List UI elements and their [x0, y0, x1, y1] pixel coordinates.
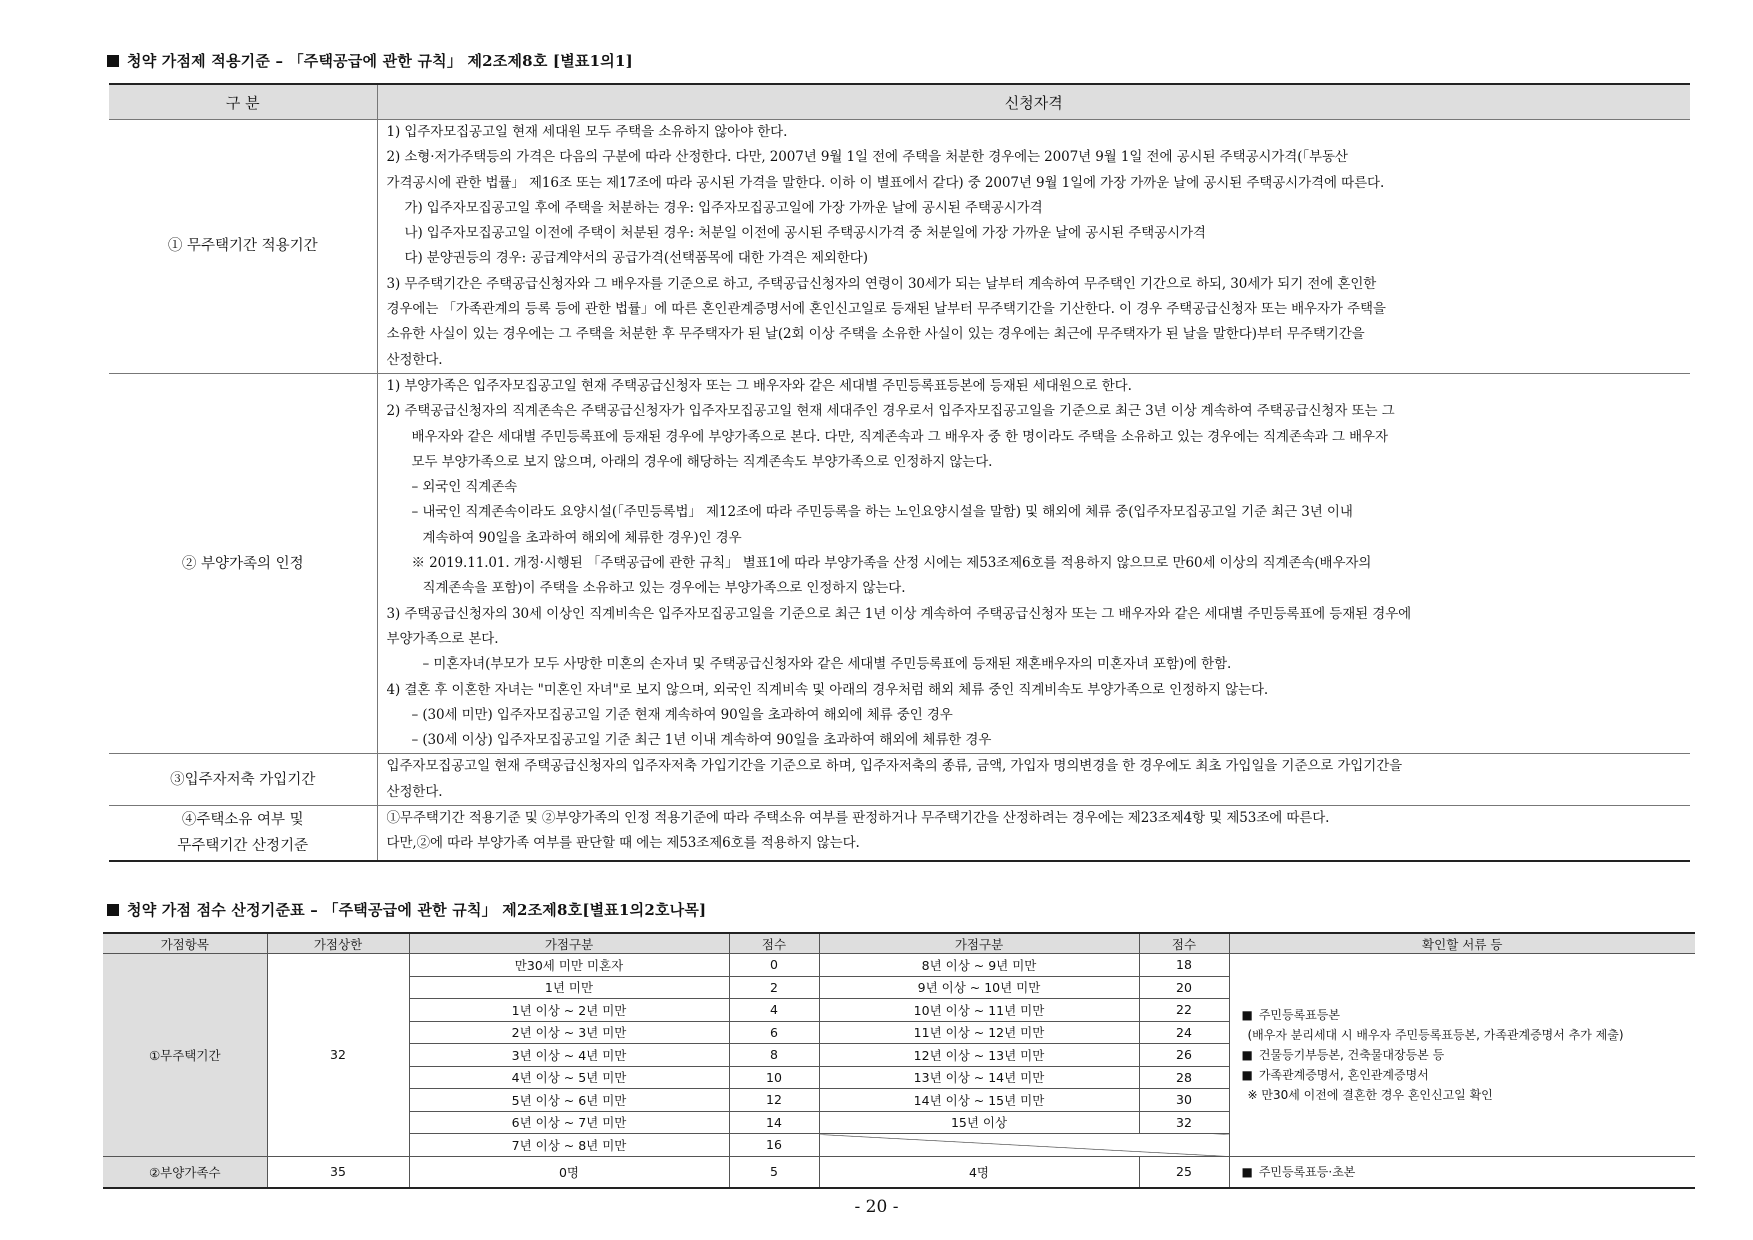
page-number: - 20 -: [854, 1197, 899, 1217]
score-b: 30: [1139, 1089, 1229, 1112]
square-bullet-icon: ■: [1241, 1007, 1253, 1022]
text-line: – 미혼자녀(부모가 모두 사망한 미혼의 손자녀 및 주택공급신청자와 같은 세대별 주민등록표에 등재된 재혼배우자의 미혼자녀 포함)에 한함.: [422, 656, 1232, 673]
item-max-score: 32: [267, 954, 409, 1157]
text-line: 산정한다.: [386, 351, 443, 368]
category-label: 무주택기간 산정기준: [177, 838, 309, 855]
text-line: 계속하여 90일을 초과하여 해외에 체류한 경우)인 경우: [422, 529, 742, 546]
text-line: 직계존속을 포함)이 주택을 소유하고 있는 경우에는 부양가족으로 인정하지 않는다.: [422, 580, 906, 597]
range-a: 7년 이상 ~ 8년 미만: [409, 1134, 729, 1157]
score-a: 0: [729, 954, 819, 977]
range-a: 1년 미만: [409, 976, 729, 999]
table-row: [103, 1156, 1695, 1188]
range-a: 1년 이상 ~ 2년 미만: [409, 999, 729, 1022]
text-line: 다) 분양권등의 경우: 공급계약서의 공급가격(선택품목에 대한 가격은 제외한다): [404, 250, 868, 267]
header-score-b: 점수: [1139, 933, 1229, 954]
square-bullet-icon: ■: [1241, 1047, 1253, 1062]
score-b: 18: [1139, 954, 1229, 977]
category-label: ④주택소유 여부 및: [181, 812, 304, 829]
text-line: 2) 소형·저가주택등의 가격은 다음의 구분에 따라 산정한다. 다만, 2007년 9월 1일 전에 주택을 처분한 경우에는 2007년 9월 1일 전에 공시된 주택공시가격(「부동산: [386, 149, 1348, 166]
category-cell: [109, 806, 377, 862]
text-line: – (30세 이상) 입주자모집공고일 기준 최근 1년 이내 계속하여 90일을 초과하여 해외에 체류한 경우: [411, 732, 992, 749]
score-b: 24: [1139, 1021, 1229, 1044]
text-line: 부양가족으로 본다.: [386, 630, 499, 647]
score-a: 6: [729, 1021, 819, 1044]
text-line: 소유한 사실이 있는 경우에는 그 주택을 처분한 후 무주택자가 된 날(2회 이상 주택을 소유한 사실이 있는 경우에는 최근에 무주택자가 된 날을 말한다)부터 무주택기간을: [386, 326, 1365, 343]
document-line: [1242, 1065, 1696, 1085]
text-line: 산정한다.: [386, 783, 443, 800]
section2-title: 청약 가점 점수 산정기준표 – 「주택공급에 관한 규칙」 제2조제8호[별표1의2호나목]: [107, 899, 706, 920]
text-line: 3) 주택공급신청자의 30세 이상인 직계비속은 입주자모집공고일을 기준으로 최근 1년 이상 계속하여 주택공급신청자 또는 그 배우자와 같은 세대별 주민등록표에 등재된 경우에: [386, 605, 1412, 622]
range-b: 13년 이상 ~ 14년 미만: [819, 1066, 1139, 1089]
text-line: 나) 입주자모집공고일 이전에 주택이 처분된 경우: 처분일 이전에 공시된 주택공시가격 중 처분일에 가장 가까운 날에 공시된 주택공시가격: [404, 225, 1206, 242]
square-bullet-icon: [107, 55, 119, 67]
document-line: [1242, 1025, 1696, 1045]
range-a: 만30세 미만 미혼자: [409, 954, 729, 977]
qualification-cell: [377, 754, 1690, 806]
text-line: 2) 주택공급신청자의 직계존속은 주택공급신청자가 입주자모집공고일 현재 세대주인 경우로서 입주자모집공고일을 기준으로 최근 3년 이상 계속하여 주택공급신청자 또는 그: [386, 403, 1395, 420]
score-b: 20: [1139, 976, 1229, 999]
range-b: 8년 이상 ~ 9년 미만: [819, 954, 1139, 977]
text-line: 3) 무주택기간은 주택공급신청자와 그 배우자를 기준으로 하고, 주택공급신청자의 연령이 30세가 되는 날부터 계속하여 무주택인 기간으로 하되, 30세가 되기 전에 혼인한: [386, 275, 1377, 292]
document-line: [1242, 1005, 1696, 1025]
documents-cell: [1229, 1156, 1695, 1188]
text-line: 배우자와 같은 세대별 주민등록표에 등재된 경우에 부양가족으로 본다. 다만, 직계존속과 그 배우자 중 한 명이라도 주택을 소유하고 있는 경우에는 직계존속과 그 배우자: [411, 428, 1388, 445]
range-b: 11년 이상 ~ 12년 미만: [819, 1021, 1139, 1044]
document-line: [1242, 1045, 1696, 1065]
category-cell: [109, 373, 377, 753]
table-row: [109, 806, 1690, 862]
score-a: 4: [729, 999, 819, 1022]
header-documents: 확인할 서류 등: [1229, 933, 1695, 954]
text-line: 1) 부양가족은 입주자모집공고일 현재 주택공급신청자 또는 그 배우자와 같은 세대별 주민등록표등본에 등재된 세대원으로 한다.: [386, 377, 1132, 394]
item-name: ②부양가족수: [103, 1156, 267, 1188]
header-qualification: 신청자격: [377, 84, 1690, 120]
square-bullet-icon: [107, 904, 119, 916]
text-line: ①무주택기간 적용기준 및 ②부양가족의 인정 적용기준에 따라 주택소유 여부를 판정하거나 무주택기간을 산정하려는 경우에는 제23조제4항 및 제53조에 따른다.: [386, 810, 1330, 827]
score-b: 26: [1139, 1044, 1229, 1067]
text-line: ※ 2019.11.01. 개정·시행된 「주택공급에 관한 규칙」 별표1에 따라 부양가족을 산정 시에는 제53조제6호를 적용하지 않으므로 만60세 이상의 직계존속(배우자의: [411, 555, 1372, 572]
document-text: (배우자 분리세대 시 배우자 주민등록표등본, 가족관계증명서 추가 제출): [1247, 1027, 1624, 1042]
text-line: – 내국인 직계존속이라도 요양시설(「주민등록법」 제12조에 따라 주민등록을 하는 노인요양시설을 말함) 및 해외에 체류 중(입주자모집공고일 기준 최근 3년 이내: [411, 504, 1353, 521]
square-bullet-icon: ■: [1241, 1164, 1253, 1179]
category-cell: [109, 754, 377, 806]
header-item: 가점항목: [103, 933, 267, 954]
range-b: 4명: [819, 1156, 1139, 1188]
table-row: [103, 954, 1695, 977]
table-row: [109, 120, 1690, 374]
item-max-score: 35: [267, 1156, 409, 1188]
score-criteria-table: [103, 932, 1695, 1189]
text-line: 가격공시에 관한 법률」 제16조 또는 제17조에 따라 공시된 가격을 말한다. 이하 이 별표에서 같다) 중 2007년 9월 1일에 가장 가까운 날에 공시된 주택공시가격에 따른다.: [386, 174, 1385, 191]
text-line: 모두 부양가족으로 보지 않으며, 아래의 경우에 해당하는 직계존속도 부양가족으로 인정하지 않는다.: [411, 453, 993, 470]
document-text: 주민등록표등·초본: [1258, 1164, 1356, 1179]
text-line: 가) 입주자모집공고일 후에 주택을 처분하는 경우: 입주자모집공고일에 가장 가까운 날에 공시된 주택공시가격: [404, 199, 1043, 216]
qualification-cell: [377, 120, 1690, 374]
range-b: 12년 이상 ~ 13년 미만: [819, 1044, 1139, 1067]
text-line: – 외국인 직계존속: [411, 479, 518, 496]
category-cell: [109, 120, 377, 374]
document-text: 가족관계증명서, 혼인관계증명서: [1258, 1067, 1429, 1082]
table-row: [109, 373, 1690, 753]
score-a: 12: [729, 1089, 819, 1112]
qualification-cell: [377, 373, 1690, 753]
header-range-b: 가점구분: [819, 933, 1139, 954]
score-b: 22: [1139, 999, 1229, 1022]
table-header-row: [103, 933, 1695, 954]
section1-title: 청약 가점제 적용기준 – 「주택공급에 관한 규칙」 제2조제8호 [별표1의1]: [107, 50, 633, 71]
document-text: ※ 만30세 이전에 결혼한 경우 혼인신고일 확인: [1247, 1087, 1493, 1102]
text-line: 4) 결혼 후 이혼한 자녀는 "미혼인 자녀"로 보지 않으며, 외국인 직계비속 및 아래의 경우처럼 해외 체류 중인 직계비속도 부양가족으로 인정하지 않는다.: [386, 681, 1269, 698]
score-b: 28: [1139, 1066, 1229, 1089]
document-text: 주민등록표등본: [1258, 1007, 1340, 1022]
score-a: 2: [729, 976, 819, 999]
category-label: ③입주자저축 가입기간: [170, 771, 316, 788]
header-category: 구 분: [109, 84, 377, 120]
range-a: 4년 이상 ~ 5년 미만: [409, 1066, 729, 1089]
score-a: 14: [729, 1111, 819, 1134]
eligibility-criteria-table: [109, 83, 1690, 862]
square-bullet-icon: ■: [1241, 1067, 1253, 1082]
score-a: 10: [729, 1066, 819, 1089]
text-line: – (30세 미만) 입주자모집공고일 기준 현재 계속하여 90일을 초과하여 해외에 체류 중인 경우: [411, 706, 953, 723]
range-b: 15년 이상: [819, 1111, 1139, 1134]
item-name: ①무주택기간: [103, 954, 267, 1157]
range-b: 9년 이상 ~ 10년 미만: [819, 976, 1139, 999]
document-text: 건물등기부등본, 건축물대장등본 등: [1258, 1047, 1445, 1062]
score-a: 5: [729, 1156, 819, 1188]
header-range-a: 가점구분: [409, 933, 729, 954]
text-line: 다만,②에 따라 부양가족 여부를 판단할 때 에는 제53조제6호를 적용하지 않는다.: [386, 835, 860, 852]
empty-diagonal-cell: [819, 1134, 1229, 1157]
range-a: 3년 이상 ~ 4년 미만: [409, 1044, 729, 1067]
range-b: 10년 이상 ~ 11년 미만: [819, 999, 1139, 1022]
category-label: ② 부양가족의 인정: [181, 555, 304, 572]
table-row: [109, 754, 1690, 806]
table-header-row: [109, 84, 1690, 120]
score-a: 16: [729, 1134, 819, 1157]
score-b: 32: [1139, 1111, 1229, 1134]
qualification-cell: [377, 806, 1690, 862]
documents-cell: [1229, 954, 1695, 1157]
category-label: ① 무주택기간 적용기간: [167, 238, 318, 255]
header-max: 가점상한: [267, 933, 409, 954]
range-a: 5년 이상 ~ 6년 미만: [409, 1089, 729, 1112]
range-a: 0명: [409, 1156, 729, 1188]
score-b: 25: [1139, 1156, 1229, 1188]
text-line: 입주자모집공고일 현재 주택공급신청자의 입주자저축 가입기간을 기준으로 하며, 입주자저축의 종류, 금액, 가입자 명의변경을 한 경우에도 최초 가입일을 기준으로 가입기간을: [386, 758, 1403, 775]
range-a: 2년 이상 ~ 3년 미만: [409, 1021, 729, 1044]
score-a: 8: [729, 1044, 819, 1067]
range-a: 6년 이상 ~ 7년 미만: [409, 1111, 729, 1134]
range-b: 14년 이상 ~ 15년 미만: [819, 1089, 1139, 1112]
document-line: [1242, 1085, 1696, 1105]
text-line: 1) 입주자모집공고일 현재 세대원 모두 주택을 소유하지 않아야 한다.: [386, 124, 788, 140]
text-line: 경우에는 「가족관계의 등록 등에 관한 법률」에 따른 혼인관계증명서에 혼인신고일로 등재된 날부터 무주택기간을 기산한다. 이 경우 주택공급신청자 또는 배우자가 주택을: [386, 301, 1386, 318]
header-score-a: 점수: [729, 933, 819, 954]
